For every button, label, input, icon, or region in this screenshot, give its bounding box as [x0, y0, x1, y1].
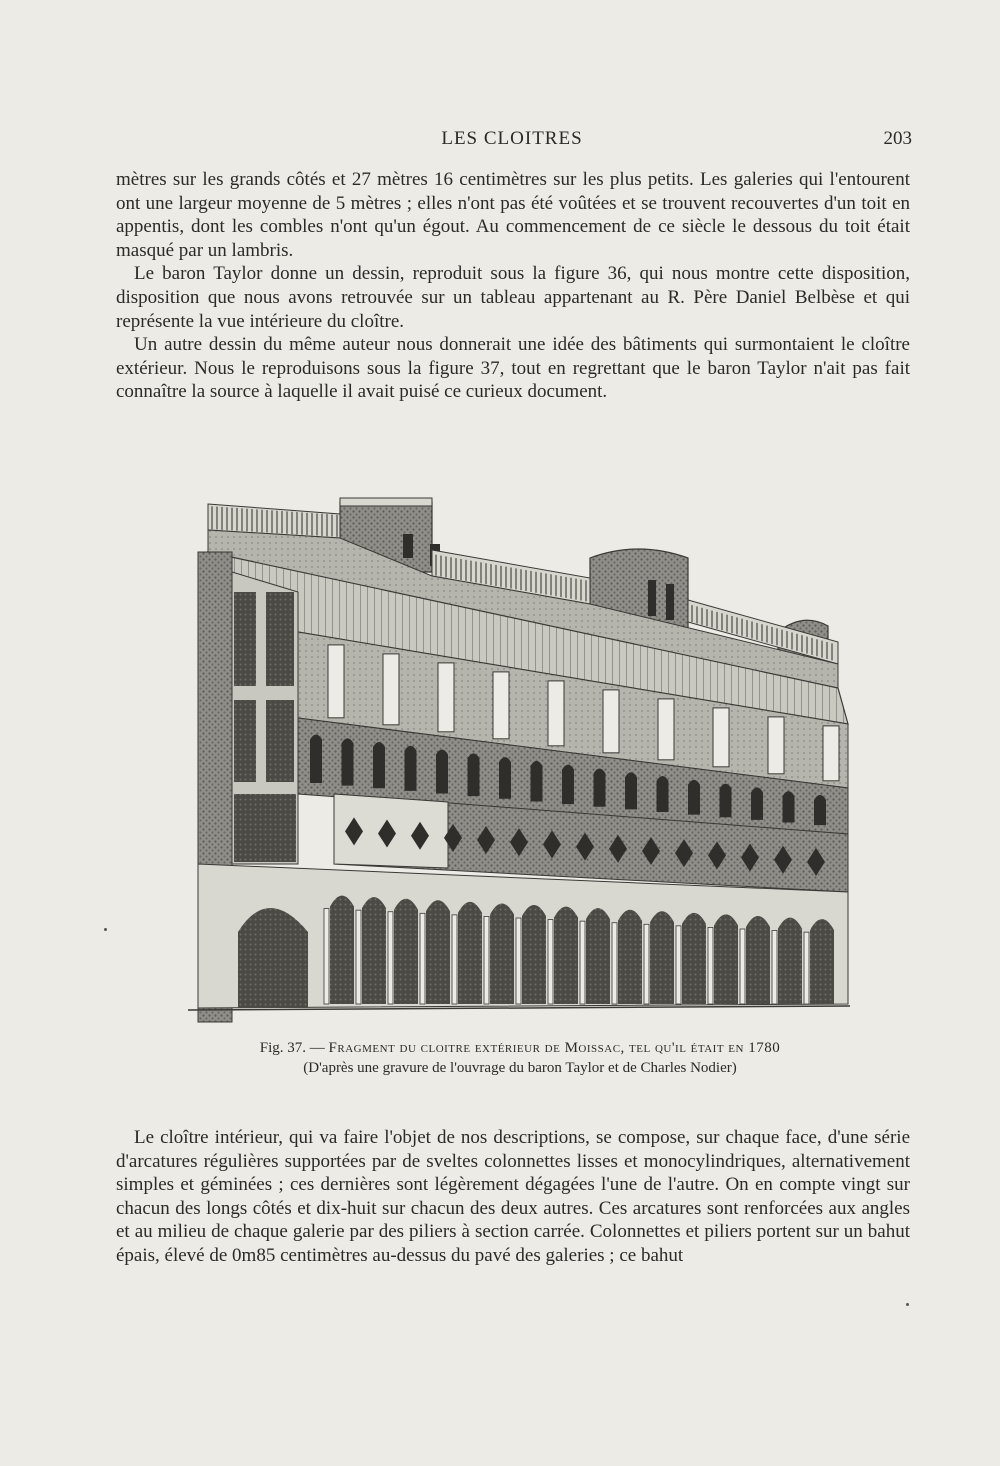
running-title: LES CLOITRES — [441, 128, 583, 149]
arcade-arch — [778, 918, 802, 1004]
arcade-arch — [586, 908, 610, 1004]
gallery-pier — [328, 645, 344, 718]
arcade-arch — [554, 907, 578, 1004]
figure-title: Fragment du cloitre extérieur de Moissac, tel qu'il était en 1780 — [328, 1040, 781, 1056]
engraving-drawing — [178, 492, 850, 1024]
colonnette — [484, 916, 489, 1004]
colonnette — [740, 929, 745, 1004]
arcade-arch — [650, 911, 674, 1004]
arcade-arch — [682, 913, 706, 1004]
arcade-arch — [426, 900, 450, 1004]
gallery-pier — [548, 681, 564, 746]
arcade-arch — [746, 916, 770, 1004]
arcade-arch — [362, 897, 386, 1004]
colonnette — [324, 909, 329, 1004]
figure-caption — [140, 1038, 900, 1058]
paragraph: mètres sur les grands côtés et 27 mètres 16 centimètres sur les plus petits. Les galeries qui l'entourent ont une largeur moyenne de 5 mètres ; elles n'ont pas été voûtées et se trouvent recouvertes d'un toit en appentis, dont les combles n'ont qu'un égout. Au commencement de ce siècle le dessous du toit était masqué par un lambris. — [116, 169, 910, 261]
gallery-pier — [603, 690, 619, 753]
arched-window — [531, 761, 543, 802]
arched-window — [625, 772, 637, 809]
ink-speck — [906, 1303, 909, 1306]
arched-window — [751, 787, 763, 820]
colonnette — [612, 923, 617, 1004]
gallery-pier — [658, 699, 674, 760]
arched-window — [499, 757, 511, 799]
arcade-arch — [330, 896, 354, 1004]
arched-window — [310, 734, 322, 783]
page-number: 203 — [883, 128, 912, 149]
large-arched-door — [238, 908, 308, 1008]
arched-window — [342, 738, 354, 785]
paragraph: Un autre dessin du même auteur nous donnerait une idée des bâtiments qui surmontaient le cloître extérieur. Nous le reproduisons sous la figure 37, tout en regrettant que le baron Taylor n'ait pas fait connaître la source à laquelle il avait puisé ce curieux document. — [116, 334, 910, 403]
gallery-pier — [713, 708, 729, 767]
arcade-arch — [394, 899, 418, 1004]
arched-window — [783, 791, 795, 822]
figure-source: (D'après une gravure de l'ouvrage du baron Taylor et de Charles Nodier) — [303, 1060, 737, 1076]
paragraph: Le cloître intérieur, qui va faire l'objet de nos descriptions, se compose, sur chaque face, d'une série d'arcatures régulières supportées par de sveltes colonnettes lisses et monocylindriques, alternativement simples et géminées ; ces dernières sont légèrement dégagées l'une de l'autre. On en compte vingt sur chacun des longs côtés et dix-huit sur chacun des deux autres. Ces arcatures sont renforcées aux angles et au milieu de chaque galerie par des piliers à section carrée. Colonnettes et piliers portent sur un bahut épais, élevé de 0m85 centimètres au-dessus du pavé des galeries ; ce bahut — [116, 1127, 910, 1266]
colonnette — [804, 932, 809, 1004]
arched-window — [688, 780, 700, 815]
arcade-arch — [490, 903, 514, 1004]
gallery-pier — [493, 672, 509, 739]
arcade-arch — [618, 910, 642, 1004]
arched-window — [814, 795, 826, 825]
gallery-pier — [768, 717, 784, 774]
arched-window — [657, 776, 669, 812]
colonnette — [580, 921, 585, 1004]
colonnette — [388, 912, 393, 1004]
arched-window — [562, 765, 574, 804]
arched-window — [373, 742, 385, 788]
colonnette — [548, 920, 553, 1004]
body-text-bottom — [116, 1126, 910, 1268]
body-text-top — [116, 168, 910, 404]
arched-window — [468, 753, 480, 796]
arched-window — [436, 750, 448, 794]
paragraph: Le baron Taylor donne un dessin, reproduit sous la figure 36, qui nous montre cette disposition, disposition que nous avons retrouvée sur un tableau appartenant au R. Père Daniel Belbèse et qui représente la vue intérieure du cloître. — [116, 263, 910, 332]
colonnette — [708, 927, 713, 1004]
cloister-engraving — [178, 492, 850, 1024]
colonnette — [420, 913, 425, 1004]
arched-window — [405, 746, 417, 791]
ink-speck — [104, 928, 107, 931]
arcade-arch — [522, 905, 546, 1004]
gallery-pier — [823, 726, 839, 781]
colonnette — [676, 926, 681, 1004]
colonnette — [644, 924, 649, 1004]
arcade-arch — [714, 914, 738, 1004]
colonnette — [356, 910, 361, 1004]
running-head — [112, 128, 912, 154]
colonnette — [772, 931, 777, 1004]
colonnette — [452, 915, 457, 1004]
arcade-arch — [810, 919, 834, 1004]
gallery-pier — [438, 663, 454, 732]
arched-window — [594, 768, 606, 806]
arcade-arch — [458, 902, 482, 1004]
gallery-pier — [383, 654, 399, 725]
figure-label: Fig. 37. — — [259, 1040, 329, 1056]
colonnette — [516, 918, 521, 1004]
arched-window — [720, 784, 732, 818]
